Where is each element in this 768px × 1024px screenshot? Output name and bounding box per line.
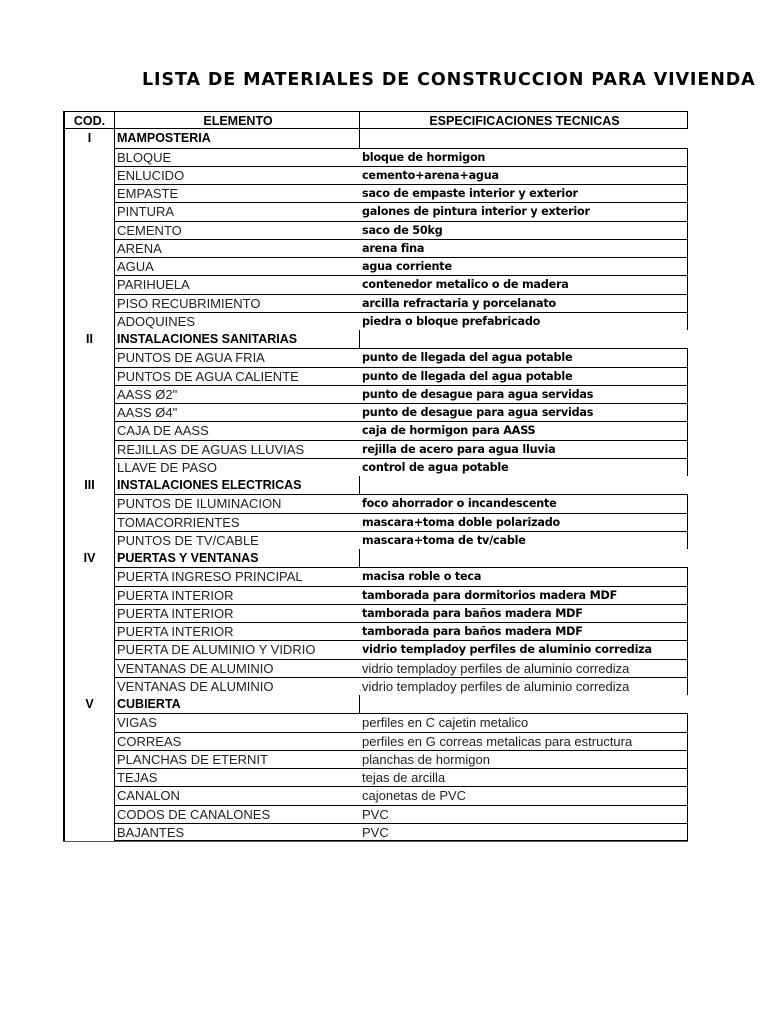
table-row [63,239,688,257]
section-code: I [63,129,115,147]
element-cell: CORREAS [115,732,360,750]
spec-cell: planchas de hormigon [360,750,688,768]
code-cell [63,458,115,476]
spec-cell: vidrio templadoy perfiles de aluminio corrediza [360,640,688,658]
element-cell: AASS Ø2" [115,385,360,403]
spec-cell: punto de llegada del agua potable [360,348,688,366]
table-row [63,604,688,622]
spec-cell: PVC [360,805,688,823]
spec-cell: arcilla refractaria y porcelanato [360,294,688,312]
header-specs: ESPECIFICACIONES TECNICAS [360,111,688,129]
code-cell [63,421,115,439]
spec-cell: foco ahorrador o incandescente [360,494,688,512]
spec-cell: contenedor metalico o de madera [360,275,688,293]
code-cell [63,403,115,421]
section-code: II [63,330,115,348]
code-cell [63,567,115,585]
table-row [63,640,688,658]
code-cell [63,750,115,768]
spec-cell: galones de pintura interior y exterior [360,202,688,220]
section-name: INSTALACIONES SANITARIAS [115,330,360,348]
spec-cell: cemento+arena+agua [360,166,688,184]
element-cell: ENLUCIDO [115,166,360,184]
spec-cell: perfiles en G correas metalicas para estructura [360,732,688,750]
table-row [63,385,688,403]
spec-cell: mascara+toma de tv/cable [360,531,688,549]
element-cell: PUERTA INGRESO PRINCIPAL [115,567,360,585]
table-row [63,367,688,385]
materials-table [63,111,688,842]
table-row [63,713,688,731]
table-row [63,494,688,512]
element-cell: PARIHUELA [115,275,360,293]
spec-cell: tamborada para baños madera MDF [360,604,688,622]
table-row [63,440,688,458]
document-title: LISTA DE MATERIALES DE CONSTRUCCION PARA VIVIENDA [142,70,756,90]
element-cell: PUNTOS DE TV/CABLE [115,531,360,549]
element-cell: BLOQUE [115,148,360,166]
code-cell [63,275,115,293]
code-cell [63,367,115,385]
table-row [63,732,688,750]
table-row [63,348,688,366]
table-row [63,513,688,531]
table-header-row [63,111,688,129]
table-row [63,768,688,786]
code-cell [63,239,115,257]
element-cell: PUNTOS DE AGUA FRIA [115,348,360,366]
spec-cell: tejas de arcilla [360,768,688,786]
spec-cell: saco de empaste interior y exterior [360,184,688,202]
spec-cell: control de agua potable [360,458,688,476]
element-cell: VIGAS [115,713,360,731]
element-cell: BAJANTES [115,823,360,841]
element-cell: VENTANAS DE ALUMINIO [115,677,360,695]
table-row [63,677,688,695]
table-row [63,750,688,768]
element-cell: LLAVE DE PASO [115,458,360,476]
spec-cell: tamborada para baños madera MDF [360,622,688,640]
code-cell [63,257,115,275]
code-cell [63,385,115,403]
header-code: COD. [63,111,115,129]
code-cell [63,184,115,202]
code-cell [63,823,115,841]
element-cell: PUNTOS DE ILUMINACION [115,494,360,512]
spec-cell: punto de llegada del agua potable [360,367,688,385]
table-row [63,786,688,804]
element-cell: ADOQUINES [115,312,360,330]
table-row [63,202,688,220]
table-row [63,531,688,549]
element-cell: AASS Ø4" [115,403,360,421]
code-cell [63,531,115,549]
code-cell [63,312,115,330]
code-cell [63,659,115,677]
code-cell [63,221,115,239]
element-cell: TOMACORRIENTES [115,513,360,531]
spec-cell: perfiles en C cajetin metalico [360,713,688,731]
element-cell: REJILLAS DE AGUAS LLUVIAS [115,440,360,458]
spec-cell: punto de desague para agua servidas [360,403,688,421]
spec-cell: caja de hormigon para AASS [360,421,688,439]
section-row [63,476,688,494]
header-element: ELEMENTO [115,111,360,129]
section-row [63,695,688,713]
element-cell: PINTURA [115,202,360,220]
code-cell [63,786,115,804]
element-cell: ARENA [115,239,360,257]
table-row [63,622,688,640]
element-cell: PUERTA DE ALUMINIO Y VIDRIO [115,640,360,658]
spec-cell: vidrio templadoy perfiles de aluminio corrediza [360,659,688,677]
table-row [63,403,688,421]
code-cell [63,148,115,166]
element-cell: VENTANAS DE ALUMINIO [115,659,360,677]
code-cell [63,494,115,512]
section-name: INSTALACIONES ELECTRICAS [115,476,360,494]
code-cell [63,440,115,458]
element-cell: PISO RECUBRIMIENTO [115,294,360,312]
table-row [63,567,688,585]
code-cell [63,677,115,695]
spec-cell: punto de desague para agua servidas [360,385,688,403]
spec-cell: saco de 50kg [360,221,688,239]
section-code: V [63,695,115,713]
spec-cell: arena fina [360,239,688,257]
element-cell: PUNTOS DE AGUA CALIENTE [115,367,360,385]
table-row [63,221,688,239]
spec-cell: cajonetas de PVC [360,786,688,804]
code-cell [63,166,115,184]
table-row [63,166,688,184]
code-cell [63,622,115,640]
table-row [63,421,688,439]
spec-cell: piedra o bloque prefabricado [360,312,688,330]
spec-cell: agua corriente [360,257,688,275]
section-name: PUERTAS Y VENTANAS [115,549,360,567]
element-cell: PLANCHAS DE ETERNIT [115,750,360,768]
code-cell [63,732,115,750]
spec-cell: macisa roble o teca [360,567,688,585]
table-row [63,458,688,476]
spec-cell: bloque de hormigon [360,148,688,166]
section-name: CUBIERTA [115,695,360,713]
element-cell: EMPASTE [115,184,360,202]
table-row [63,805,688,823]
section-code: III [63,476,115,494]
code-cell [63,604,115,622]
table-row [63,823,688,841]
section-name: MAMPOSTERIA [115,129,360,147]
element-cell: PUERTA INTERIOR [115,604,360,622]
code-cell [63,513,115,531]
code-cell [63,713,115,731]
element-cell: PUERTA INTERIOR [115,622,360,640]
code-cell [63,640,115,658]
section-row [63,330,688,348]
element-cell: TEJAS [115,768,360,786]
code-cell [63,202,115,220]
code-cell [63,294,115,312]
element-cell: PUERTA INTERIOR [115,586,360,604]
spec-cell: tamborada para dormitorios madera MDF [360,586,688,604]
table-row [63,312,688,330]
code-cell [63,768,115,786]
table-row [63,148,688,166]
element-cell: AGUA [115,257,360,275]
section-row [63,549,688,567]
element-cell: CAJA DE AASS [115,421,360,439]
spec-cell: mascara+toma doble polarizado [360,513,688,531]
code-cell [63,805,115,823]
table-row [63,586,688,604]
code-cell [63,348,115,366]
section-code: IV [63,549,115,567]
section-row [63,129,688,147]
element-cell: CODOS DE CANALONES [115,805,360,823]
element-cell: CANALON [115,786,360,804]
spec-cell: PVC [360,823,688,841]
table-row [63,257,688,275]
spec-cell: vidrio templadoy perfiles de aluminio corrediza [360,677,688,695]
element-cell: CEMENTO [115,221,360,239]
spec-cell: rejilla de acero para agua lluvia [360,440,688,458]
table-row [63,184,688,202]
code-cell [63,586,115,604]
table-row [63,275,688,293]
table-row [63,659,688,677]
table-row [63,294,688,312]
